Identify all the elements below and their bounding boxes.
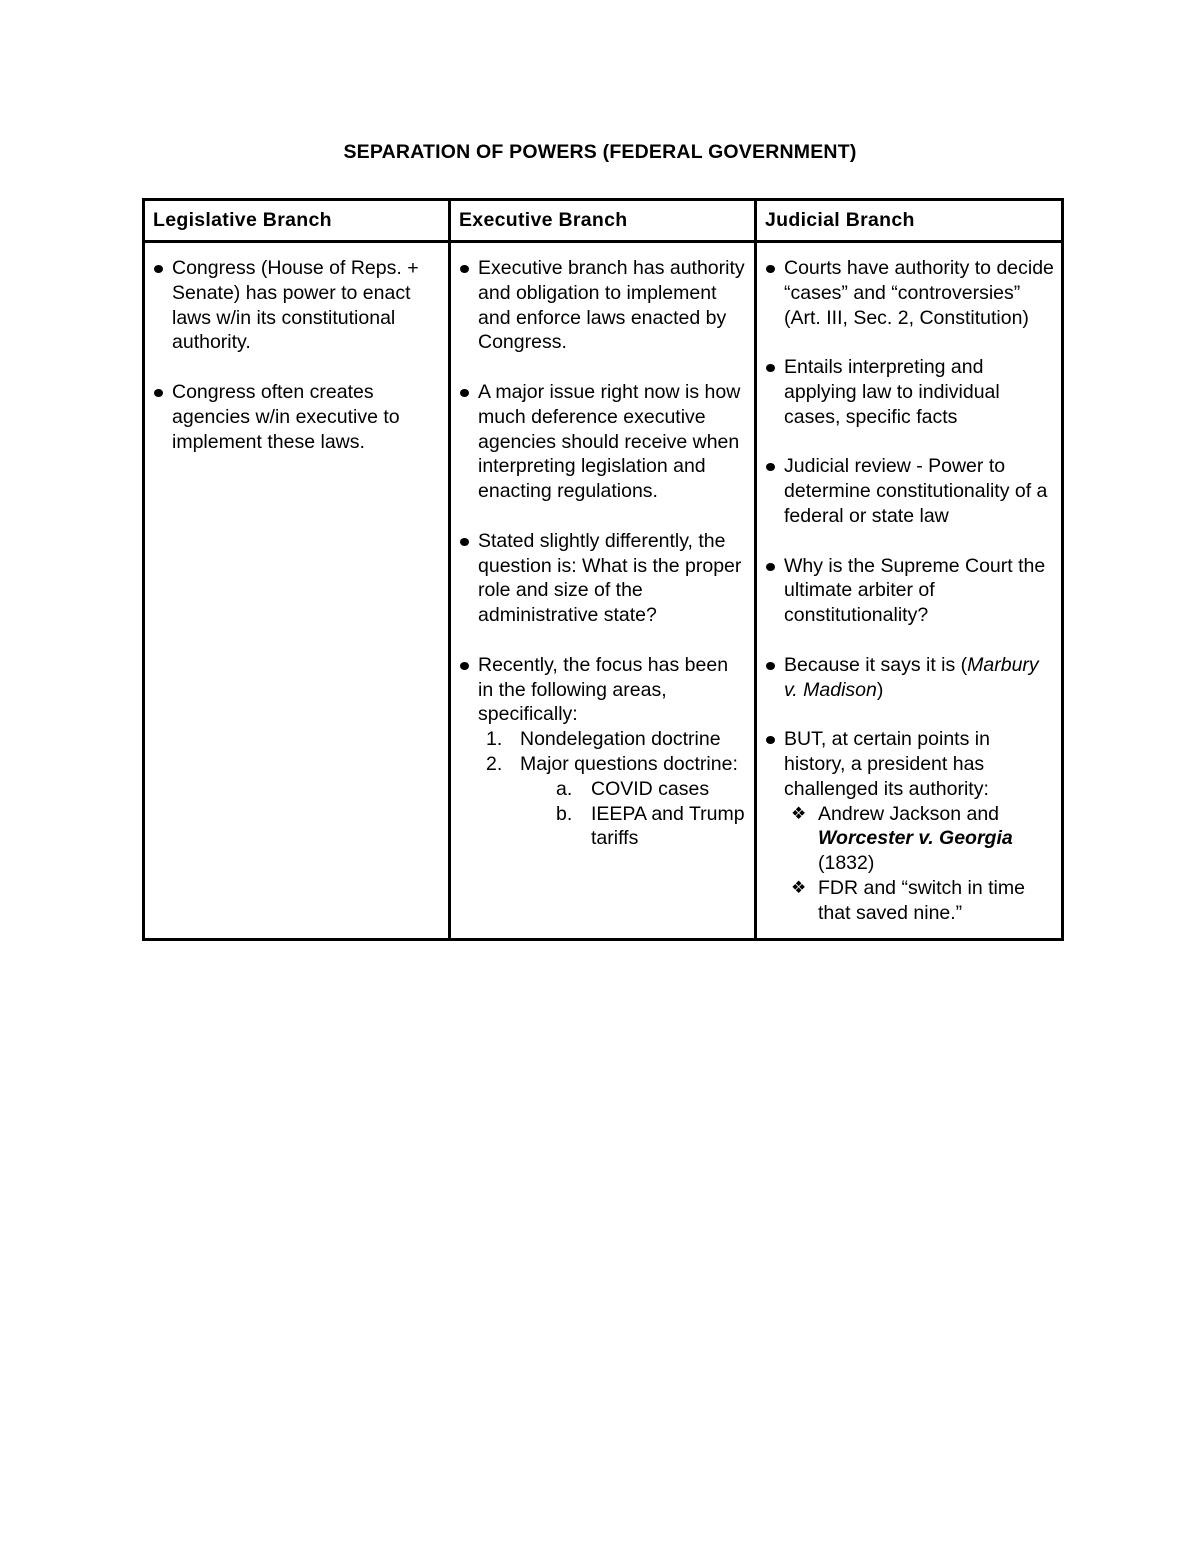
diamond-bullet-icon: ❖ <box>791 877 807 897</box>
sub-item-text: Andrew Jackson and <box>818 802 1000 825</box>
bullet-icon <box>460 389 469 397</box>
sub-item-text: IEEPA and Trump tariffs <box>591 802 745 850</box>
executive-cell <box>450 242 756 940</box>
list-item-text: Congress often creates agencies w/in executive to implement these laws. <box>172 380 400 453</box>
bullet-icon <box>154 265 163 273</box>
list-letter: b. <box>556 802 573 825</box>
list-item-text: Entails interpreting and applying law to individual cases, specific facts <box>784 356 1000 428</box>
list-item <box>765 355 1055 429</box>
separation-of-powers-table <box>142 198 1064 941</box>
list-number: 2. <box>486 752 503 775</box>
list-item <box>765 454 1055 528</box>
list-item <box>153 256 442 355</box>
list-item-text: Congress (House of Reps. + Senate) has power to enact laws w/in its constitutional authority. <box>172 257 419 354</box>
bullet-icon <box>460 662 469 670</box>
diamond-sub-item <box>765 876 1055 926</box>
list-item-text: Stated slightly differently, the question is: What is the proper role and size of the administrative state? <box>478 529 742 627</box>
header-executive-branch: Executive Branch <box>450 200 756 242</box>
numbered-sub-item <box>459 752 748 777</box>
list-item-text: A major issue right now is how much deference executive agencies should receive when interpreting legislation and enacting regulations. <box>478 380 741 503</box>
bullet-icon <box>766 563 775 571</box>
sub-item-text: FDR and “switch in time that saved nine.” <box>818 876 1025 924</box>
list-item <box>459 256 748 355</box>
numbered-sub-item <box>459 727 748 752</box>
list-item-text: BUT, at certain points in history, a president has challenged its authority: <box>784 728 990 800</box>
header-legislative-branch: Legislative Branch <box>144 200 450 242</box>
list-item-text: Why is the Supreme Court the ultimate arbiter of constitutionality? <box>784 554 1046 627</box>
list-item-text: Because it says it is ( <box>784 653 968 676</box>
list-item <box>153 380 442 454</box>
legislative-cell <box>144 242 450 940</box>
judicial-cell <box>756 242 1063 940</box>
header-judicial-branch: Judicial Branch <box>756 200 1063 242</box>
table-header-row <box>144 200 1063 242</box>
sub-item-text: Major questions doctrine: <box>520 752 738 775</box>
list-item-text: ) <box>876 678 884 701</box>
list-item <box>765 653 1055 703</box>
list-item-text: Judicial review - Power to determine constitutionality of a federal or state law <box>784 455 1048 527</box>
bullet-icon <box>154 389 163 397</box>
table-body-row <box>144 242 1063 940</box>
bullet-icon <box>766 736 775 744</box>
list-item-text: Recently, the focus has been in the following areas, specifically: <box>478 653 729 726</box>
case-name-worcester: Worcester v. Georgia <box>818 827 1013 850</box>
lettered-sub-item <box>459 802 748 852</box>
list-letter: a. <box>556 777 573 800</box>
sub-item-text: COVID cases <box>591 777 710 800</box>
lettered-sub-item <box>459 777 748 802</box>
bullet-icon <box>460 538 469 546</box>
document-title: SEPARATION OF POWERS (FEDERAL GOVERNMENT) <box>343 141 857 163</box>
list-item <box>459 653 748 851</box>
list-item <box>765 554 1055 628</box>
bullet-icon <box>766 364 775 372</box>
diamond-sub-item <box>765 802 1055 876</box>
bullet-icon <box>766 265 775 273</box>
list-number: 1. <box>486 728 503 751</box>
list-item <box>765 256 1055 330</box>
list-item <box>765 727 1055 925</box>
bullet-icon <box>460 265 469 273</box>
diamond-bullet-icon: ❖ <box>791 803 807 823</box>
list-item <box>459 380 748 504</box>
list-item <box>459 529 748 628</box>
list-item-text: Executive branch has authority and obligation to implement and enforce laws enacted by Congress. <box>478 257 745 354</box>
list-item-text: Courts have authority to decide “cases” and “controversies” (Art. III, Sec. 2, Constitution) <box>784 257 1054 329</box>
sub-item-text: Nondelegation doctrine <box>520 728 721 751</box>
case-name-marbury: Marbury v. Madison <box>784 653 1039 701</box>
bullet-icon <box>766 662 775 670</box>
sub-item-text: (1832) <box>818 852 875 875</box>
bullet-icon <box>766 463 775 471</box>
